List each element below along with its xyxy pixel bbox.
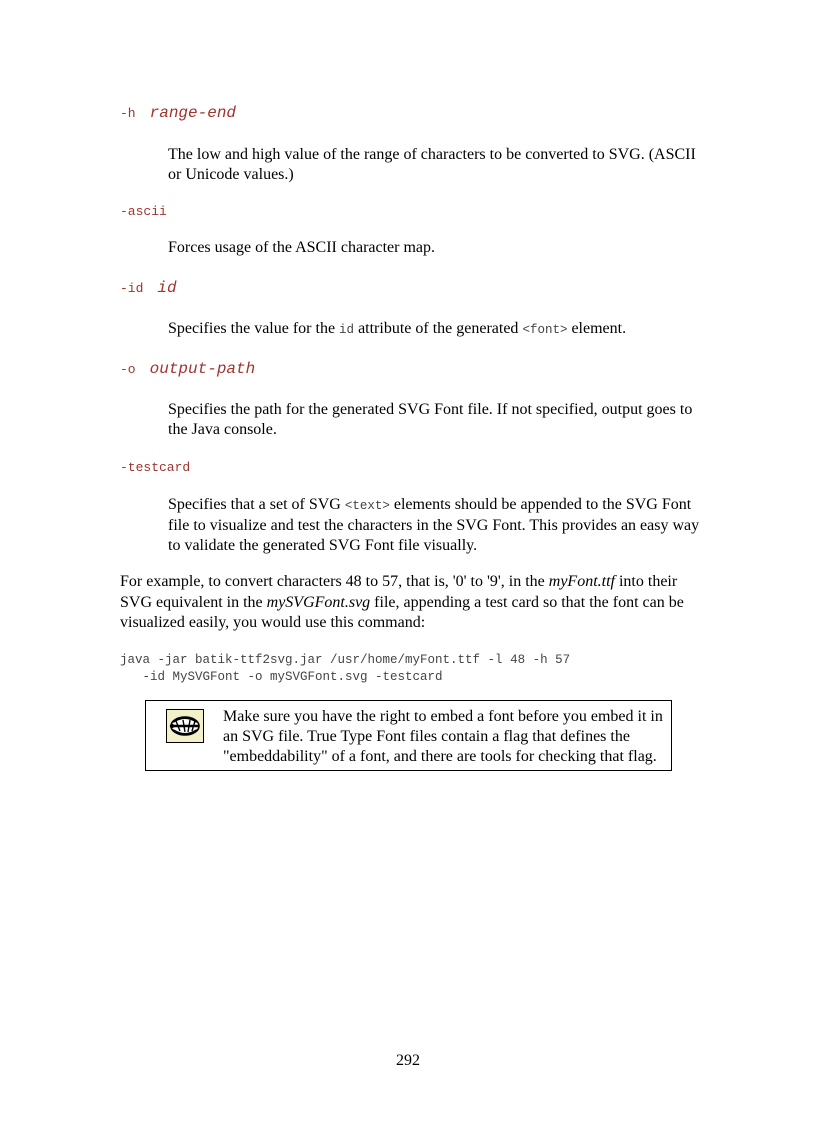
option-h-description: The low and high value of the range of characters to be converted to SVG. (ASCII or Unicode values.) xyxy=(168,146,696,183)
filename-emphasis: myFont.ttf xyxy=(548,573,615,590)
inline-code: <text> xyxy=(344,499,390,513)
caution-scorpion-icon xyxy=(166,709,204,743)
para-text: file, appending a test card so that the font can be visualized easily, you would use this command: xyxy=(120,593,684,631)
option-flag: -id xyxy=(120,281,144,296)
option-argument: id xyxy=(157,279,177,297)
caution-note-text: Make sure you have the right to embed a font before you embed it in an SVG file. True Type Font files contain a flag that defines the "embeddability" of a font, and there are tools for checking that flag. xyxy=(223,708,663,765)
option-ascii-description: Forces usage of the ASCII character map. xyxy=(168,239,436,256)
command-line-1: java -jar batik-ttf2svg.jar /usr/home/myFont.ttf -l 48 -h 57 xyxy=(120,653,571,667)
desc-text: Specifies that a set of SVG xyxy=(168,496,345,513)
option-o-term xyxy=(120,360,255,378)
para-text: For example, to convert characters 48 to 57, that is, '0' to '9', in the xyxy=(120,573,549,590)
caution-note xyxy=(145,700,672,771)
para-text: into their SVG equivalent in the xyxy=(120,573,678,611)
inline-code: id xyxy=(339,323,355,337)
option-testcard-term xyxy=(120,458,190,476)
command-listing xyxy=(120,652,570,685)
inline-code: <font> xyxy=(522,323,568,337)
option-h-term xyxy=(120,104,236,122)
option-id-term xyxy=(120,279,177,297)
option-ascii-term xyxy=(120,202,167,220)
option-flag: -testcard xyxy=(120,460,191,475)
option-testcard-description xyxy=(168,495,708,556)
option-o-description: Specifies the path for the generated SVG Font file. If not specified, output goes to the Java console. xyxy=(168,401,693,438)
option-flag: -ascii xyxy=(120,204,167,219)
page-number: 292 xyxy=(396,1052,420,1069)
example-paragraph xyxy=(120,572,710,634)
option-flag: -h xyxy=(120,106,136,121)
filename-emphasis: mySVGFont.svg xyxy=(266,593,371,611)
option-argument: range-end xyxy=(149,104,237,122)
desc-text: attribute of the generated xyxy=(354,320,523,337)
desc-text: elements should be appended to the SVG Font file to visualize and test the characters in the SVG Font. This provides an easy way to validate the generated SVG Font file visually. xyxy=(168,496,700,554)
option-flag: -o xyxy=(120,362,136,377)
option-argument: output-path xyxy=(149,360,256,378)
command-line-2: -id MySVGFont -o mySVGFont.svg -testcard xyxy=(120,669,443,684)
desc-text: Specifies the value for the xyxy=(168,320,340,337)
option-id-description xyxy=(168,319,708,340)
desc-text: element. xyxy=(567,320,627,337)
